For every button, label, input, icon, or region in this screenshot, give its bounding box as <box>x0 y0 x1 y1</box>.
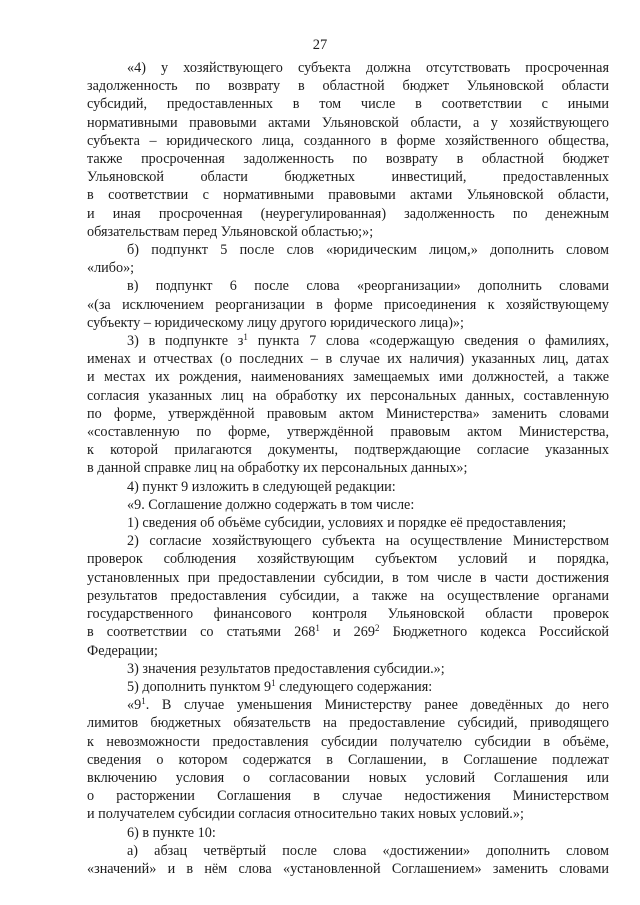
text-line <box>87 623 609 641</box>
text-line: государственного финансового контроля Ульяновской области проверок <box>87 606 609 623</box>
text-fragment: 3) в подпункте з <box>127 333 244 350</box>
text-line: субсидий, предоставленных в том числе в соответствии с иными <box>87 96 609 113</box>
superscript: 2 <box>374 623 380 634</box>
text-line: к которой прилагаются документы, подтверждающие согласие указанных <box>87 442 609 459</box>
text-line: сведения о котором содержатся в Соглашении, в Соглашение подлежат <box>87 751 609 768</box>
text-line: включению условия о согласовании новых условий Соглашения или <box>87 769 609 786</box>
superscript: 1 <box>243 332 248 343</box>
paragraph-6 <box>87 824 609 842</box>
paragraph-b <box>87 241 609 277</box>
text-line: по форме, утверждённой правовым актом Министерства» заменить словами <box>87 405 609 422</box>
text-line: к невозможности предоставления субсидии получателю субсидии в объёме, <box>87 733 609 750</box>
superscript: 1 <box>315 623 320 634</box>
text-fragment: 5) дополнить пунктом 9 <box>127 678 272 695</box>
text-line: о расторжении Соглашения в случае недостижения Министерством <box>87 788 609 805</box>
text-line: «9. Соглашение должно содержать в том числе: <box>127 496 415 513</box>
paragraph-item9-1 <box>87 696 609 823</box>
text-fragment: пункта 7 слова «содержащую сведения о фамилиях, <box>247 333 609 350</box>
text-line: в соответствии с нормативными правовыми актами Ульяновской области, <box>87 187 609 204</box>
text-fragment: в соответствии со статьями 268 <box>87 624 316 641</box>
text-fragment: следующего содержания: <box>275 678 433 695</box>
text-line: задолженность по возврату в областной бюджет Ульяновской области <box>87 78 609 95</box>
superscript: 1 <box>271 677 276 688</box>
paragraph-v <box>87 277 609 332</box>
text-line: субъекта – юридического лица, созданного в форме хозяйственного общества, <box>87 132 609 149</box>
paragraph-sub2 <box>87 532 609 659</box>
paragraph-3 <box>87 332 609 478</box>
paragraph-5 <box>87 678 609 696</box>
paragraph-sub3 <box>87 660 609 678</box>
page-number: 27 <box>312 37 328 53</box>
text-line: и иная просроченная (неурегулированная) задолженность по денежным <box>87 205 609 222</box>
paragraph-4-debt <box>87 59 609 241</box>
text-line: именах и отчествах (о последних – в случае их наличия) указанных лиц, датах <box>87 351 609 368</box>
text-line: согласия указанных лиц на обработку их персональных данных, составленную <box>87 387 609 404</box>
text-line: «либо»; <box>87 260 135 277</box>
text-line: нормативными правовыми актами Ульяновской области, а у хозяйствующего <box>87 114 609 131</box>
paragraph-item9 <box>87 496 609 514</box>
text-line: в данной справке лиц на обработку их персональных данных»; <box>87 460 468 477</box>
text-line: 4) пункт 9 изложить в следующей редакции: <box>127 478 396 495</box>
text-line: «составленную по форме, утверждённой правовым актом Министерства, <box>87 424 609 441</box>
text-line: обязательствам перед Ульяновской областью;»; <box>87 223 374 240</box>
text-line: а) абзац четвёртый после слова «достижении» дополнить словом <box>127 842 609 859</box>
text-fragment: Бюджетного кодекса Российской <box>379 624 609 641</box>
text-line: и местах их рождения, наименованиях замещаемых ими должностей, а также <box>87 369 609 386</box>
paragraph-sub1 <box>87 514 609 532</box>
text-line: «4) у хозяйствующего субъекта должна отсутствовать просроченная <box>127 60 609 76</box>
text-line <box>87 696 609 714</box>
text-line: результатов предоставления субсидии, а также на осуществление органами <box>87 587 609 604</box>
paragraph-4-item9 <box>87 478 609 496</box>
text-line: 2) согласие хозяйствующего субъекта на осуществление Министерством <box>127 533 609 550</box>
text-line: лимитов бюджетных обязательств на предоставление субсидий, приводящего <box>87 715 609 732</box>
text-line: и получателем субсидии согласия относительно таких новых условий.»; <box>87 806 524 823</box>
text-line: 6) в пункте 10: <box>127 824 216 841</box>
text-fragment: . В случае уменьшения Министерству ранее доведённых до него <box>145 697 609 714</box>
text-line: «(за исключением реорганизации в форме присоединения к хозяйствующему <box>87 296 609 313</box>
text-line: субъекту – юридическому лицу другого юридического лица)»; <box>87 314 464 331</box>
paragraph-a <box>87 842 609 878</box>
text-line: б) подпункт 5 после слов «юридическим лицом,» дополнить словом <box>127 242 609 259</box>
text-line <box>87 678 609 696</box>
text-line: также просроченная задолженность по возврату в областной бюджет <box>87 151 609 168</box>
text-line: Федерации; <box>87 642 158 659</box>
text-fragment: «9 <box>127 697 142 714</box>
text-line: установленных при предоставлении субсидии, в том числе в части достижения <box>87 569 609 586</box>
text-line: 3) значения результатов предоставления субсидии.»; <box>127 660 445 677</box>
text-fragment: и 269 <box>319 624 375 641</box>
text-line: Ульяновской области бюджетных инвестиций, предоставленных <box>87 169 609 186</box>
text-line: проверок соблюдения хозяйствующим субъектом условий и порядка, <box>87 551 609 568</box>
text-line <box>87 332 609 350</box>
text-line: 1) сведения об объёме субсидии, условиях и порядке её предоставления; <box>127 515 567 532</box>
text-line: «значений» и в нём слова «установленной Соглашением» заменить словами <box>87 860 609 877</box>
document-body <box>87 59 609 878</box>
superscript: 1 <box>141 696 146 707</box>
text-line: в) подпункт 6 после слова «реорганизации» дополнить словами <box>127 278 609 295</box>
